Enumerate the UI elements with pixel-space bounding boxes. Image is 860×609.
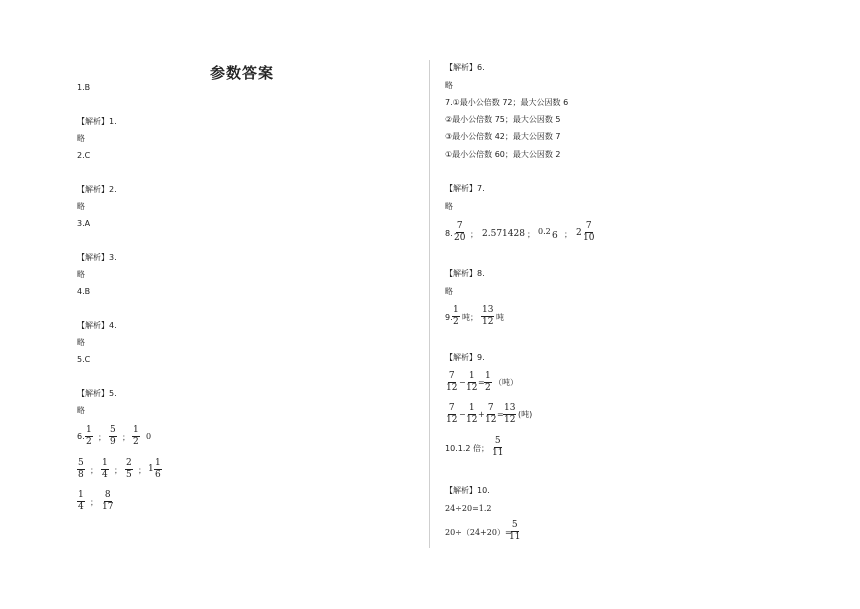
fraction bbox=[77, 490, 85, 513]
fraction bbox=[132, 425, 140, 448]
answer-8-repeating-digit: 6 bbox=[552, 231, 558, 241]
explanation-5-label: 【解析】5. bbox=[77, 389, 117, 398]
explanation-4-text: 略 bbox=[77, 338, 85, 347]
answer-7-line-3: ③最小公倍数 42；最大公因数 7 bbox=[445, 132, 561, 141]
explanation-1-label: 【解析】1. bbox=[77, 117, 117, 126]
answer-7-line-4: ①最小公倍数 60；最大公因数 2 bbox=[445, 150, 561, 159]
fraction bbox=[481, 305, 494, 328]
explanation-10-label: 【解析】10. bbox=[445, 486, 490, 495]
separator: ； bbox=[470, 230, 478, 239]
fraction bbox=[491, 436, 504, 459]
answer-8-decimal: 2.571428 bbox=[482, 229, 525, 239]
numerator: 5 bbox=[494, 436, 501, 446]
fraction bbox=[154, 458, 162, 481]
separator: ； bbox=[527, 230, 535, 239]
answer-1: 1.B bbox=[77, 83, 91, 92]
plus-sign: + bbox=[478, 410, 485, 419]
numerator: 8 bbox=[104, 490, 111, 500]
numerator: 7 bbox=[456, 221, 463, 231]
numerator: 1 bbox=[468, 403, 475, 413]
explanation-3-text: 略 bbox=[77, 270, 85, 279]
minus-sign: − bbox=[459, 410, 466, 419]
denominator: 5 bbox=[126, 470, 132, 480]
fraction bbox=[582, 221, 595, 244]
denominator: 4 bbox=[78, 502, 84, 512]
numerator: 1 bbox=[468, 371, 475, 381]
explanation-2-text: 略 bbox=[77, 202, 85, 211]
separator: ； bbox=[114, 466, 122, 475]
column-divider bbox=[429, 60, 430, 548]
denominator: 12 bbox=[466, 383, 478, 393]
fraction bbox=[101, 458, 109, 481]
answer-9-unit-2: 吨 bbox=[496, 313, 504, 322]
separator: ； bbox=[98, 433, 106, 442]
fraction bbox=[465, 403, 478, 426]
denominator: 12 bbox=[446, 415, 458, 425]
equals-sign: = bbox=[478, 378, 485, 387]
answer-2: 2.C bbox=[77, 151, 91, 160]
numerator: 1 bbox=[155, 458, 161, 468]
denominator: 12 bbox=[504, 415, 516, 425]
denominator: 12 bbox=[482, 317, 494, 327]
numerator: 1 bbox=[102, 458, 108, 468]
fraction bbox=[445, 371, 458, 394]
numerator: 1 bbox=[485, 371, 491, 381]
numerator: 7 bbox=[585, 221, 592, 231]
answer-6-prefix: 6. bbox=[77, 432, 85, 441]
explanation-10-line-1: 24÷20=1.2 bbox=[445, 504, 492, 513]
answer-5: 5.C bbox=[77, 355, 91, 364]
denominator: 9 bbox=[110, 437, 116, 447]
fraction bbox=[109, 425, 117, 448]
numerator: 1 bbox=[133, 425, 139, 435]
answer-10-prefix: 10.1.2 倍； bbox=[445, 444, 489, 453]
numerator: 7 bbox=[448, 403, 455, 413]
fraction bbox=[452, 305, 460, 328]
numerator: 13 bbox=[504, 403, 516, 413]
denominator: 4 bbox=[102, 470, 108, 480]
fraction bbox=[77, 458, 85, 481]
answer-8-prefix: 8. bbox=[445, 229, 453, 238]
explanation-8-text: 略 bbox=[445, 287, 453, 296]
explanation-3-label: 【解析】3. bbox=[77, 253, 117, 262]
minus-sign: − bbox=[459, 378, 466, 387]
explanation-1-text: 略 bbox=[77, 134, 85, 143]
denominator: 12 bbox=[446, 383, 458, 393]
separator: ； bbox=[90, 498, 98, 507]
answer-8-repeating-base: 0.2 bbox=[538, 227, 551, 236]
answer-6-tail: 0 bbox=[146, 432, 152, 441]
denominator: 6 bbox=[155, 470, 161, 480]
explanation-2-label: 【解析】2. bbox=[77, 185, 117, 194]
answer-3: 3.A bbox=[77, 219, 91, 228]
fraction bbox=[445, 403, 458, 426]
denominator: 20 bbox=[454, 233, 466, 243]
fraction bbox=[484, 403, 497, 426]
separator: ； bbox=[90, 466, 98, 475]
fraction bbox=[85, 425, 93, 448]
explanation-6-text: 略 bbox=[445, 81, 453, 90]
numerator: 7 bbox=[487, 403, 494, 413]
page-title: 参数答案 bbox=[210, 64, 275, 82]
denominator: 8 bbox=[78, 470, 84, 480]
denominator: 2 bbox=[86, 437, 92, 447]
fraction bbox=[465, 371, 478, 394]
fraction bbox=[484, 371, 492, 394]
explanation-6-label: 【解析】6. bbox=[445, 63, 485, 72]
explanation-8-label: 【解析】8. bbox=[445, 269, 485, 278]
fraction bbox=[101, 490, 114, 513]
fraction bbox=[508, 520, 521, 543]
numerator: 1 bbox=[78, 490, 84, 500]
separator: ； bbox=[564, 230, 572, 239]
unit-label: （吨） bbox=[494, 378, 518, 387]
answer-9-prefix: 9. bbox=[445, 313, 453, 322]
separator: ； bbox=[138, 466, 146, 475]
numerator: 2 bbox=[126, 458, 132, 468]
answer-7-line-2: ②最小公倍数 75；最大公因数 5 bbox=[445, 115, 561, 124]
numerator: 5 bbox=[110, 425, 116, 435]
numerator: 1 bbox=[453, 305, 459, 315]
denominator: 12 bbox=[485, 415, 497, 425]
fraction bbox=[125, 458, 133, 481]
numerator: 13 bbox=[482, 305, 494, 315]
mixed-number-whole: 1 bbox=[148, 464, 154, 474]
equals-sign: = bbox=[497, 410, 504, 419]
numerator: 7 bbox=[448, 371, 455, 381]
explanation-9-label: 【解析】9. bbox=[445, 353, 485, 362]
denominator: 12 bbox=[466, 415, 478, 425]
denominator: 2 bbox=[453, 317, 459, 327]
explanation-7-text: 略 bbox=[445, 202, 453, 211]
explanation-7-label: 【解析】7. bbox=[445, 184, 485, 193]
separator: ； bbox=[122, 433, 130, 442]
explanation-10-line-2: 20÷（24+20）= bbox=[445, 528, 512, 537]
denominator: 2 bbox=[485, 383, 491, 393]
answer-4: 4.B bbox=[77, 287, 91, 296]
explanation-5-text: 略 bbox=[77, 406, 85, 415]
answer-7-line-1: 7.①最小公倍数 72；最大公因数 6 bbox=[445, 98, 569, 107]
unit-label: (吨) bbox=[518, 410, 533, 419]
denominator: 10 bbox=[583, 233, 595, 243]
denominator: 17 bbox=[102, 502, 114, 512]
denominator: 11 bbox=[492, 448, 504, 458]
explanation-4-label: 【解析】4. bbox=[77, 321, 117, 330]
numerator: 5 bbox=[78, 458, 84, 468]
fraction bbox=[503, 403, 516, 426]
numerator: 5 bbox=[511, 520, 518, 530]
mixed-number-whole: 2 bbox=[576, 228, 582, 238]
numerator: 1 bbox=[86, 425, 92, 435]
fraction bbox=[453, 221, 466, 244]
answer-9-unit-1: 吨； bbox=[462, 313, 478, 322]
denominator: 11 bbox=[509, 532, 521, 542]
denominator: 2 bbox=[133, 437, 139, 447]
